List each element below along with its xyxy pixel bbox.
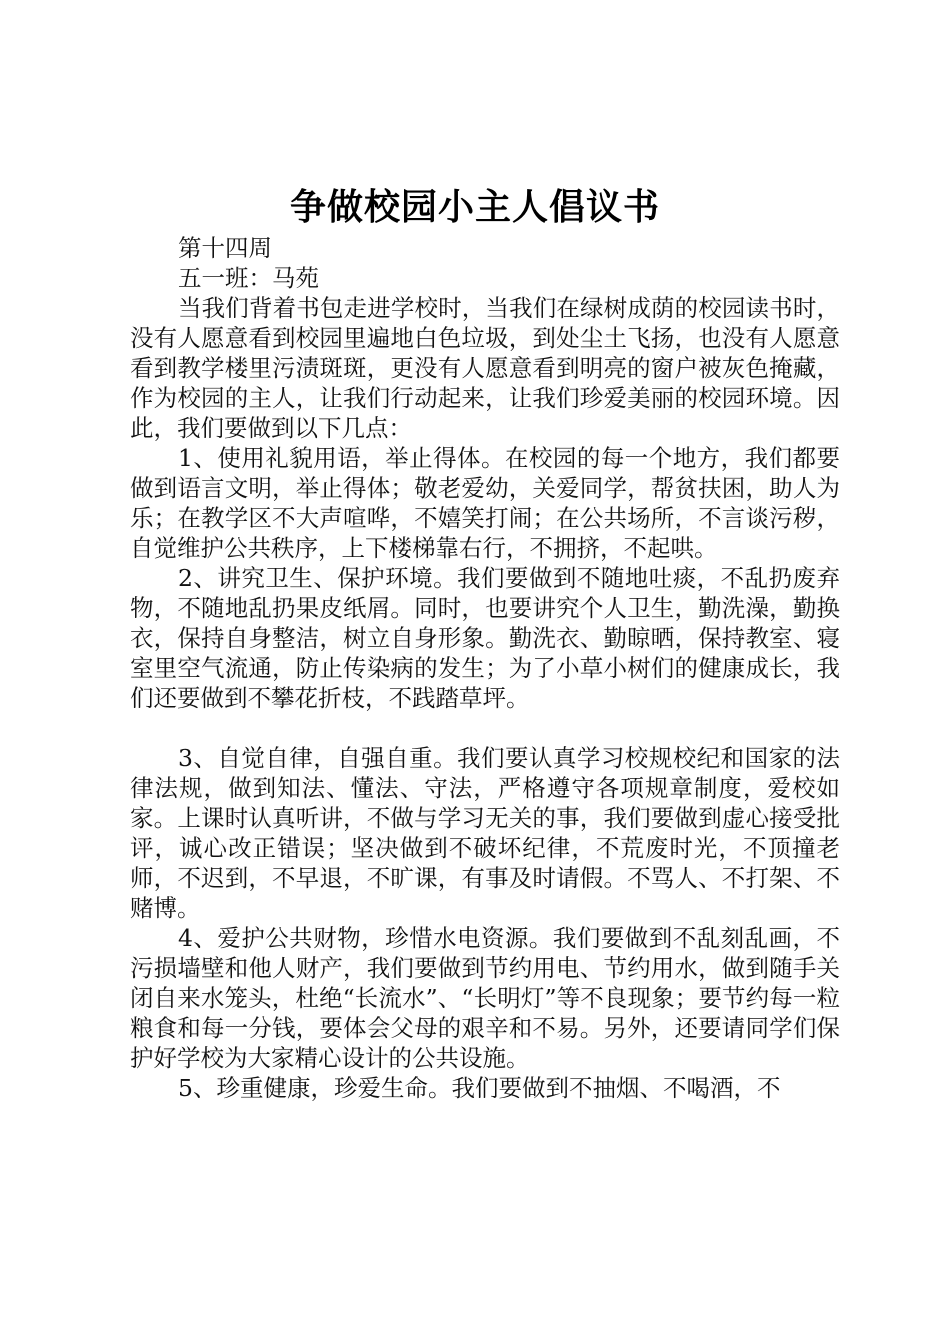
document-body <box>130 233 840 1103</box>
paragraph-intro: 当我们背着书包走进学校时，当我们在绿树成荫的校园读书时，没有人愿意看到校园里遍地白色垃圾，到处尘土飞扬，也没有人愿意看到教学楼里污渍斑斑，更没有人愿意看到明亮的窗户被灰色掩藏，作为校园的主人，让我们行动起来，让我们珍爱美丽的校园环境。因此，我们要做到以下几点： <box>130 294 840 442</box>
paragraph-item-1: 1、使用礼貌用语，举止得体。在校园的每一个地方，我们都要做到语言文明，举止得体；敬老爱幼，关爱同学，帮贫扶困，助人为乐；在教学区不大声喧哗，不嬉笑打闹；在公共场所，不言谈污秽，自觉维护公共秩序，上下楼梯靠右行，不拥挤，不起哄。 <box>130 444 840 562</box>
paragraph-item-3: 3、自觉自律，自强自重。我们要认真学习校规校纪和国家的法律法规，做到知法、懂法、守法，严格遵守各项规章制度，爱校如家。上课时认真听讲，不做与学习无关的事，我们要做到虚心接受批评，诚心改正错误；坚决做到不破坏纪律，不荒废时光，不顶撞老师，不迟到，不早退，不旷课，有事及时请假。不骂人、不打架、不赌博。 <box>130 744 840 922</box>
paragraph-item-4: 4、爱护公共财物，珍惜水电资源。我们要做到不乱刻乱画，不污损墙壁和他人财产，我们要做到节约用电、节约用水，做到随手关闭自来水笼头，杜绝“长流水”、“长明灯”等不良现象；要节约每一粒粮食和每一分钱，要体会父母的艰辛和不易。另外，还要请同学们保护好学校为大家精心设计的公共设施。 <box>130 924 840 1072</box>
paragraph-item-5: 5、珍重健康，珍爱生命。我们要做到不抽烟、不喝酒，不 <box>178 1074 781 1102</box>
document-title: 争做校园小主人倡议书 <box>289 187 660 228</box>
paragraph-item-2: 2、讲究卫生、保护环境。我们要做到不随地吐痰，不乱扔废弃物，不随地乱扔果皮纸屑。同时，也要讲究个人卫生，勤洗澡，勤换衣，保持自身整洁，树立自身形象。勤洗衣、勤晾晒，保持教室、寝室里空气流通，防止传染病的发生；为了小草小树们的健康成长，我们还要做到不攀花折枝，不践踏草坪。 <box>130 564 840 712</box>
week-line: 第十四周 <box>178 234 272 262</box>
author-line: 五一班：马苑 <box>178 264 319 292</box>
